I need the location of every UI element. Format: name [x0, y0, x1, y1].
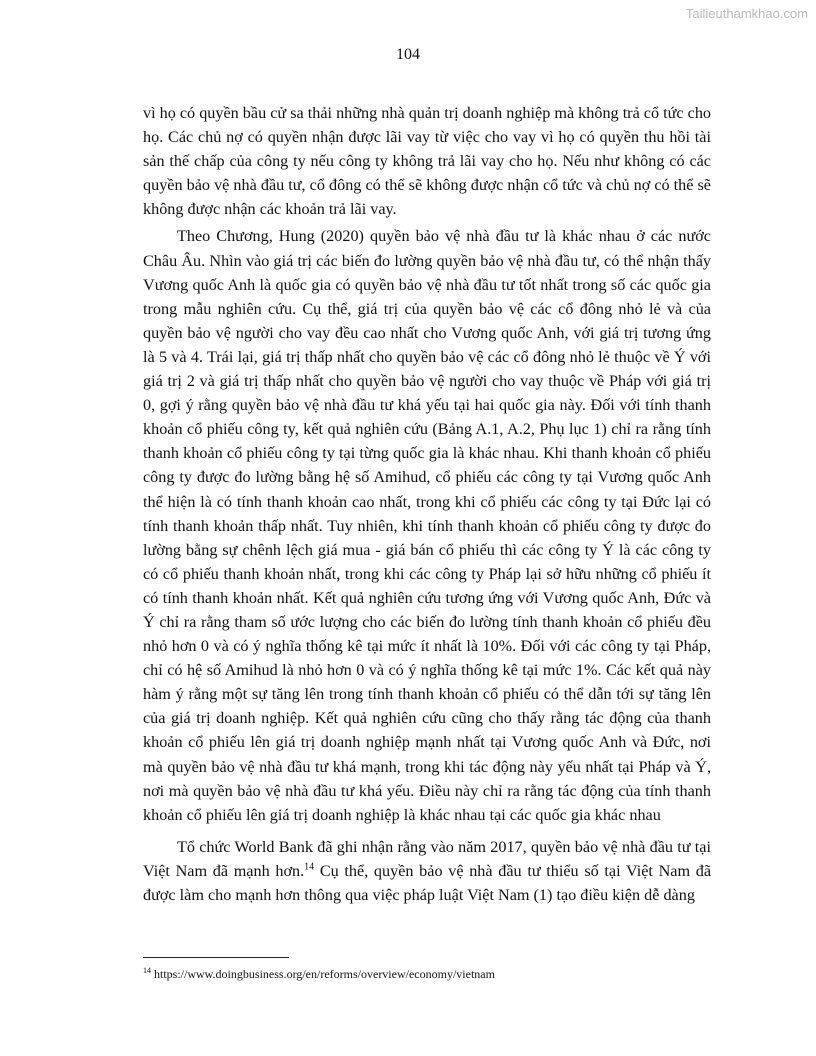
- paragraph-2: Theo Chương, Hung (2020) quyền bảo vệ nhà đầu tư là khác nhau ở các nước Châu Âu. Nhìn vào giá trị các biến đo lường quyền bảo vệ nhà đầu tư, có thể nhận thấy Vương quốc Anh là quốc gia có quyền bảo vệ nhà đầu tư tốt nhất trong số các quốc gia trong mẫu nghiên cứu. Cụ thể, giá trị của quyền bảo vệ các cổ đông nhỏ lẻ và của quyền bảo vệ người cho vay đều cao nhất cho Vương quốc Anh, với giá trị tương ứng là 5 và 4. Trái lại, giá trị thấp nhất cho quyền bảo vệ các cổ đông nhỏ lẻ thuộc về Ý với giá trị 2 và giá trị thấp nhất cho quyền bảo vệ người cho vay thuộc về Pháp với giá trị 0, gợi ý rằng quyền bảo vệ nhà đầu tư khá yếu tại hai quốc gia này. Đối với tính thanh khoản cổ phiếu công ty, kết quả nghiên cứu (Bảng A.1, A.2, Phụ lục 1) chỉ ra rằng tính thanh khoản cổ phiếu công ty tại từng quốc gia là khác nhau. Khi thanh khoản cổ phiếu công ty được đo lường bằng hệ số Amihud, cổ phiếu các công ty tại Vương quốc Anh thể hiện là có tính thanh khoản cao nhất, trong khi cổ phiếu các công ty tại Đức lại có tính thanh khoản thấp nhất. Tuy nhiên, khi tính thanh khoản cổ phiếu công ty được đo lường bằng sự chênh lệch giá mua - giá bán cổ phiếu thì các công ty Ý là các công ty có cổ phiếu thanh khoản nhất, trong khi các công ty Pháp lại sở hữu những cổ phiếu ít có tính thanh khoản nhất. Kết quả nghiên cứu tương ứng với Vương quốc Anh, Đức và Ý chỉ ra rằng tham số ước lượng cho các biến đo lường tính thanh khoản cổ phiếu đều nhỏ hơn 0 và có ý nghĩa thống kê tại mức ít nhất là 10%. Đối với các công ty tại Pháp, chỉ có hệ số Amihud là nhỏ hơn 0 và có ý nghĩa thống kê tại mức 1%. Các kết quả này hàm ý rằng một sự tăng lên trong tính thanh khoản cổ phiếu có thể dẫn tới sự tăng lên của giá trị doanh nghiệp. Kết quả nghiên cứu cũng cho thấy rằng tác động của thanh khoản cổ phiếu lên giá trị doanh nghiệp mạnh nhất tại Vương quốc Anh và Đức, nơi mà quyền bảo vệ nhà đầu tư khá mạnh, trong khi tác động này yếu nhất tại Pháp và Ý, nơi mà quyền bảo vệ nhà đầu tư khá yếu. Điều này chỉ ra rằng tác động của tính thanh khoản cổ phiếu lên giá trị doanh nghiệp là khác nhau tại các quốc gia khác nhau: [143, 227, 711, 824]
- footnote-url[interactable]: https://www.doingbusiness.org/en/reforms/overview/economy/vietnam: [151, 967, 495, 981]
- page-number: 104: [396, 46, 420, 63]
- watermark: Tailieuthamkhao.com: [685, 6, 808, 21]
- footnote: [143, 967, 495, 982]
- paragraph-3-text-b: Cụ thể, quyền bảo vệ nhà đầu tư thiểu số tại Việt Nam đã được làm cho mạnh hơn thông qua việc pháp luật Việt Nam (1) tạo điều kiện dễ dàng: [143, 861, 711, 904]
- footnote-mark: 14: [143, 966, 151, 975]
- body-text: [143, 101, 711, 907]
- footnote-divider: [143, 957, 289, 958]
- paragraph-3-text-a: Tổ chức World Bank đã ghi nhận rằng vào năm 2017, quyền bảo vệ nhà đầu tư tại Việt Nam đã mạnh hơn.: [143, 837, 711, 880]
- paragraph-3: [143, 835, 711, 907]
- footnote-reference[interactable]: 14: [304, 861, 315, 873]
- paragraph-1: vì họ có quyền bầu cử sa thải những nhà quản trị doanh nghiệp mà không trả cổ tức cho họ. Các chủ nợ có quyền nhận được lãi vay từ việc cho vay vì họ có quyền thu hồi tài sản thế chấp của công ty nếu công ty không trả lãi vay cho họ. Nếu như không có các quyền bảo vệ nhà đầu tư, cổ đông có thể sẽ không được nhận cổ tức và chủ nợ có thể sẽ không được nhận các khoản trả lãi vay.: [143, 104, 712, 219]
